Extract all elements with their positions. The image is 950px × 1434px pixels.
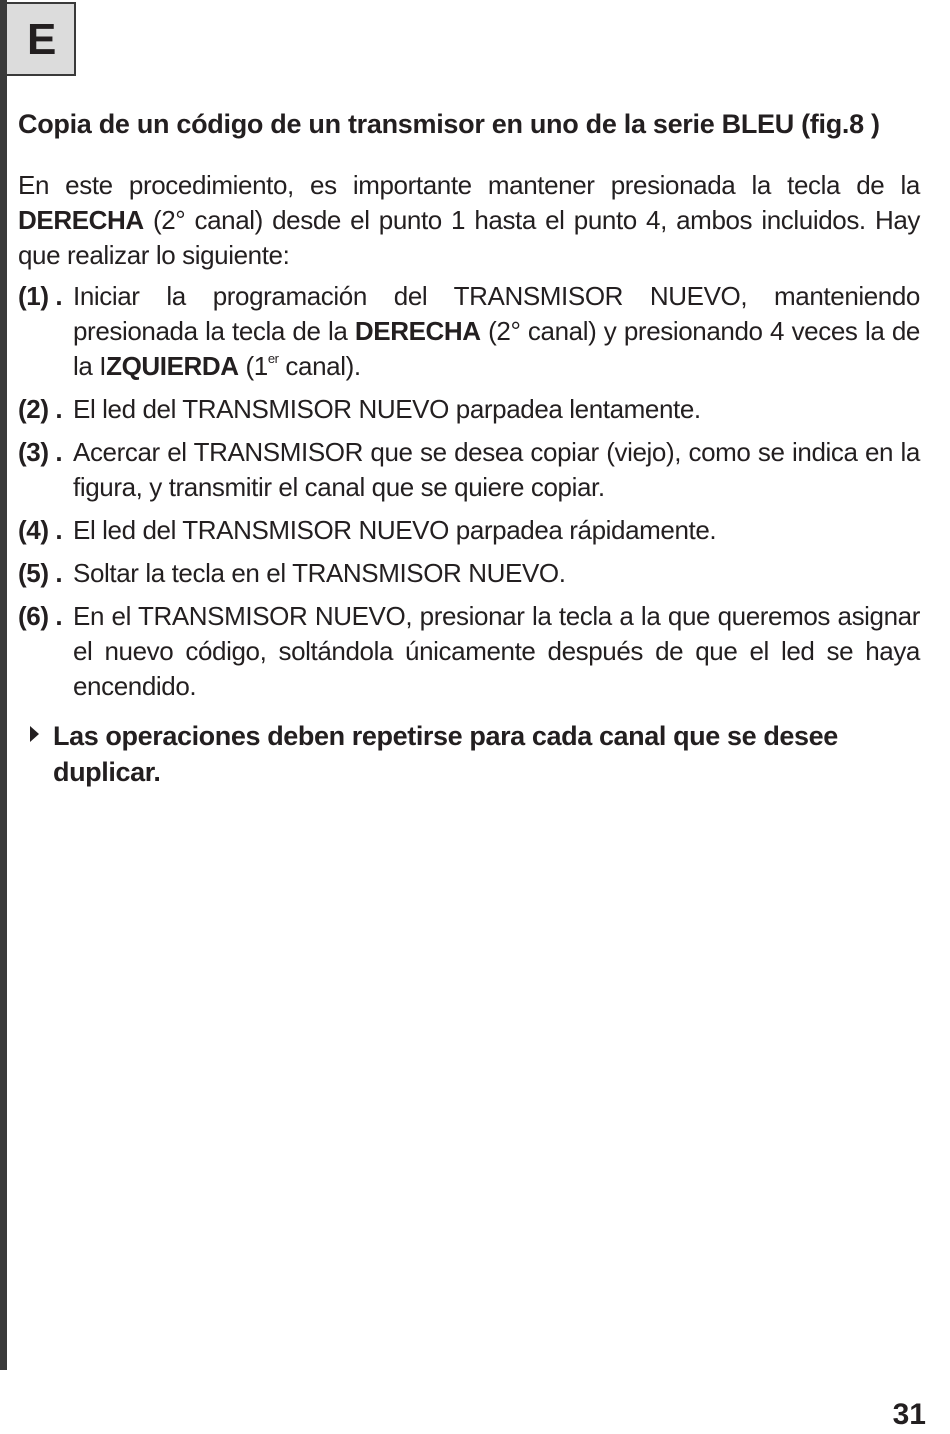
- step-1-text-4: canal).: [278, 351, 361, 381]
- step-1-superscript: er: [267, 351, 279, 366]
- intro-text-2: (2° canal) desde el punto 1 hasta el punto 4, ambos incluidos. Hay que realizar lo siguiente:: [18, 205, 920, 270]
- language-tab: [5, 2, 76, 76]
- section-title: Copia de un código de un transmisor en uno de la serie BLEU (fig.8 ): [18, 109, 880, 139]
- step-text: El led del TRANSMISOR NUEVO parpadea rápidamente.: [73, 515, 717, 545]
- step-text: Soltar la tecla en el TRANSMISOR NUEVO.: [73, 558, 566, 588]
- step-5: [18, 556, 920, 591]
- step-text: Acercar el TRANSMISOR que se desea copiar (viejo), como se indica en la figura, y transmitir el canal que se quiere copiar.: [73, 437, 920, 502]
- note: [18, 718, 920, 790]
- page-content: [18, 106, 920, 790]
- step-number: (4) .: [18, 515, 63, 545]
- step-1-text-3: (1: [238, 351, 268, 381]
- page-number: 31: [892, 1398, 926, 1431]
- step-number: (5) .: [18, 558, 63, 588]
- left-margin-rule: [0, 0, 7, 1370]
- step-1-bold-izquierda: ZQUIERDA: [106, 351, 239, 381]
- step-6: [18, 599, 920, 704]
- step-3: [18, 435, 920, 505]
- intro-text-1: En este procedimiento, es importante mantener presionada la tecla de la: [18, 170, 920, 200]
- step-number: (3) .: [18, 437, 63, 467]
- step-4: [18, 513, 920, 548]
- step-1-text-2: (2° canal) y presionando 4 veces la de la I: [73, 316, 920, 381]
- step-number: (6) .: [18, 601, 63, 631]
- language-tab-label: E: [27, 15, 57, 64]
- step-1-text-1: Iniciar la programación del TRANSMISOR NUEVO, manteniendo presionada la tecla de la: [73, 281, 920, 346]
- step-text: El led del TRANSMISOR NUEVO parpadea lentamente.: [73, 394, 701, 424]
- step-text: En el TRANSMISOR NUEVO, presionar la tecla a la que queremos asignar el nuevo código, soltándola únicamente después de que el led se haya encendido.: [73, 601, 920, 701]
- triangle-bullet-icon: [30, 726, 39, 742]
- note-text: Las operaciones deben repetirse para cada canal que se desee duplicar.: [53, 721, 838, 787]
- step-2: [18, 392, 920, 427]
- step-1: [18, 279, 920, 384]
- step-number: (2) .: [18, 394, 63, 424]
- step-number: (1) .: [18, 281, 63, 311]
- intro-paragraph: [18, 168, 920, 273]
- intro-bold-derecha: DERECHA: [18, 205, 144, 235]
- step-1-bold-derecha: DERECHA: [354, 316, 481, 346]
